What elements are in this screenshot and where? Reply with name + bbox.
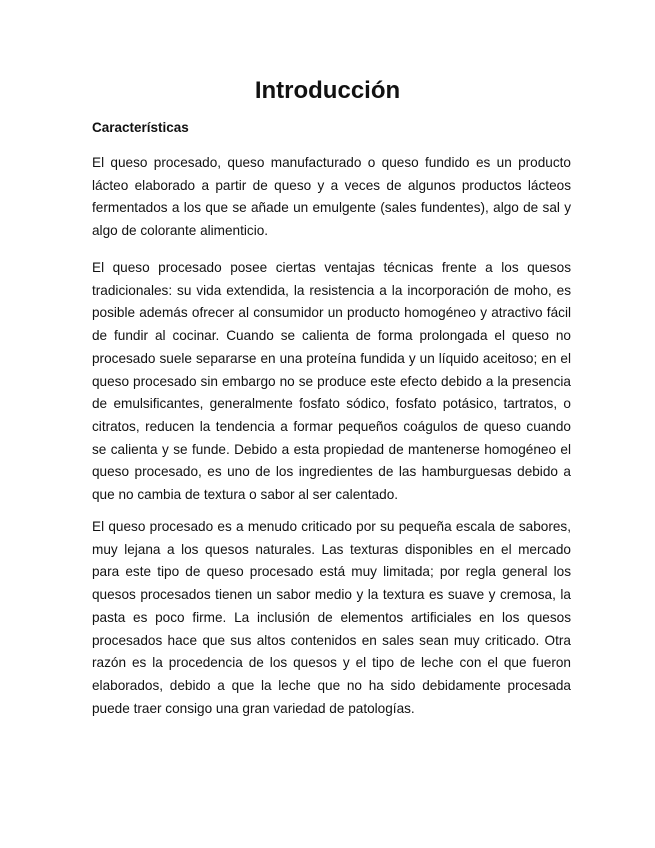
paragraph-1: El queso procesado, queso manufacturado o queso fundido es un producto lácteo elaborado a partir de queso y a veces de algunos productos lácteos fermentados a los que se añade un emulgente (sales fundentes), algo de sal y algo de colorante alimenticio. — [92, 155, 571, 239]
paragraph-2: El queso procesado posee ciertas ventajas técnicas frente a los quesos tradicionales: su vida extendida, la resistencia a la incorporación de moho, es posible además ofrecer al consumidor un producto homogéneo y atractivo fácil de fundir al cocinar. Cuando se calienta de forma prolongada el queso no procesado suele separarse en una proteína fundida y un líquido aceitoso; en el queso procesado sin embargo no se produce este efecto debido a la presencia de emulsificantes, generalmente fosfato sódico, fosfato potásico, tartratos, o citratos, reducen la tendencia a formar pequeños coágulos de queso cuando se calienta y se funde. Debido a esta propiedad de mantenerse homogéneo el queso procesado, es uno de los ingredientes de las hamburguesas debido a que no cambia de textura o sabor al ser calentado. — [92, 260, 571, 503]
paragraph-3: El queso procesado es a menudo criticado por su pequeña escala de sabores, muy lejana a los quesos naturales. Las texturas disponibles en el mercado para este tipo de queso procesado está muy limitada; por regla general los quesos procesados tienen un sabor medio y la textura es suave y cremosa, la pasta es poco firme. La inclusión de elementos artificiales en los quesos procesados hace que sus altos contenidos en sales sean muy criticado. Otra razón es la procedencia de los quesos y el tipo de leche con el que fueron elaborados, debido a que la leche que no ha sido debidamente procesada puede traer consigo una gran variedad de patologías. — [92, 519, 571, 716]
page-title: Introducción — [254, 77, 401, 104]
section-heading: Características — [92, 120, 189, 135]
